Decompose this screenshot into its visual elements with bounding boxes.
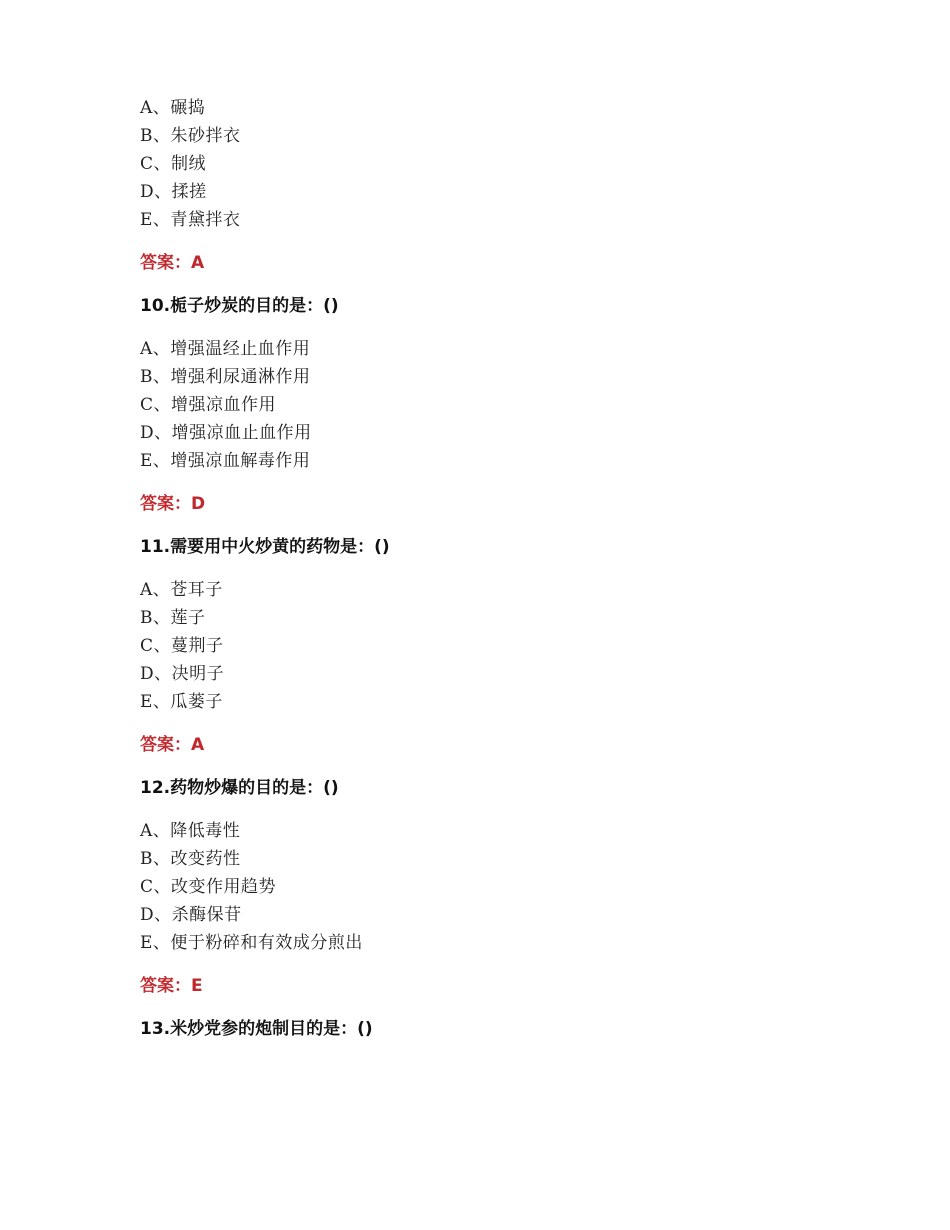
option-e: E、便于粉碎和有效成分煎出 [140, 933, 363, 953]
option-d: D、揉搓 [140, 182, 207, 202]
option-a: A、降低毒性 [140, 821, 241, 841]
question-9-answer: 答案：A [140, 253, 205, 273]
option-c: C、改变作用趋势 [140, 877, 277, 897]
option-b: B、莲子 [140, 608, 206, 628]
question-11-options [140, 576, 840, 716]
option-b: B、增强利尿通淋作用 [140, 367, 311, 387]
question-10-answer: 答案：D [140, 494, 206, 514]
option-e: E、青黛拌衣 [140, 210, 241, 230]
option-e: E、瓜蒌子 [140, 692, 223, 712]
question-12-title: 12.药物炒爆的目的是：() [140, 778, 339, 798]
option-c: C、蔓荆子 [140, 636, 224, 656]
option-d: D、杀酶保苷 [140, 905, 242, 925]
question-12-options [140, 817, 840, 957]
option-b: B、改变药性 [140, 849, 241, 869]
question-10-title: 10.栀子炒炭的目的是：() [140, 296, 339, 316]
option-d: D、增强凉血止血作用 [140, 423, 312, 443]
question-12-answer: 答案：E [140, 976, 203, 996]
option-b: B、朱砂拌衣 [140, 126, 241, 146]
option-e: E、增强凉血解毒作用 [140, 451, 311, 471]
question-11-answer: 答案：A [140, 735, 205, 755]
question-11-title: 11.需要用中火炒黄的药物是：() [140, 537, 390, 557]
question-9-options [140, 94, 840, 234]
question-13-title: 13.米炒党参的炮制目的是：() [140, 1019, 373, 1039]
option-a: A、增强温经止血作用 [140, 339, 311, 359]
option-c: C、增强凉血作用 [140, 395, 277, 415]
option-c: C、制绒 [140, 154, 207, 174]
option-a: A、苍耳子 [140, 580, 223, 600]
option-d: D、决明子 [140, 664, 225, 684]
question-10-options [140, 335, 840, 475]
option-a: A、碾捣 [140, 98, 206, 118]
